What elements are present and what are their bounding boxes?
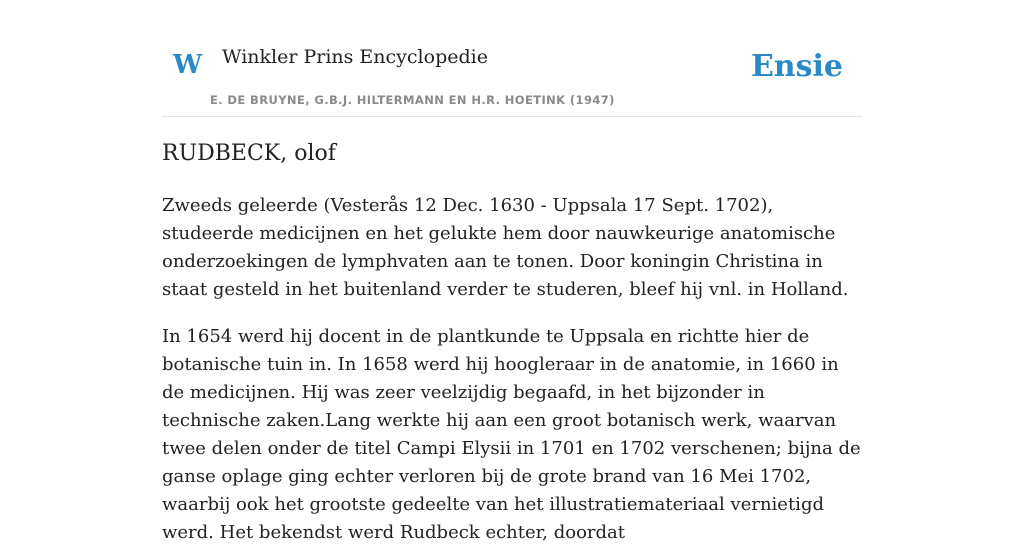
entry-paragraph-1: Zweeds geleerde (Vesterås 12 Dec. 1630 - Uppsala 17 Sept. 1702), studeerde medicijnen en het gelukte hem door nauwkeurige anatomische onderzoekingen de lymphvaten aan te tonen. Door koningin Christina in staat gesteld in het buitenland verder te studeren, bleef hij vnl. in Holland. (162, 195, 849, 300)
header (162, 0, 862, 117)
publication-title[interactable]: Winkler Prins Encyclopedie (222, 46, 488, 68)
publication-authors: E. DE BRUYNE, G.B.J. HILTERMANN EN H.R. HOETINK (1947) (210, 93, 615, 107)
ensie-logo[interactable]: Ensie (750, 49, 843, 84)
page-container (162, 0, 862, 543)
winkler-prins-logo[interactable]: W (173, 50, 203, 80)
entry-paragraph-2: In 1654 werd hij docent in de plantkunde te Uppsala en richtte hier de botanische tuin in. In 1658 werd hij hoogleraar in de anatomie, in 1660 in de medicijnen. Hij was zeer veelzijdig begaafd, in het bijzonder in technische zaken.Lang werkte hij aan een groot botanisch werk, waarvan twee delen onder de titel Campi Elysii in 1701 en 1702 verschenen; bijna de ganse oplage ging echter verloren bij de grote brand van 16 Mei 1702, waarbij ook het grootste gedeelte van het illustratiemateriaal vernietigd werd. Het bekendst werd Rudbeck echter, doordat (162, 326, 861, 543)
entry-title: RUDBECK, olof (162, 141, 336, 166)
